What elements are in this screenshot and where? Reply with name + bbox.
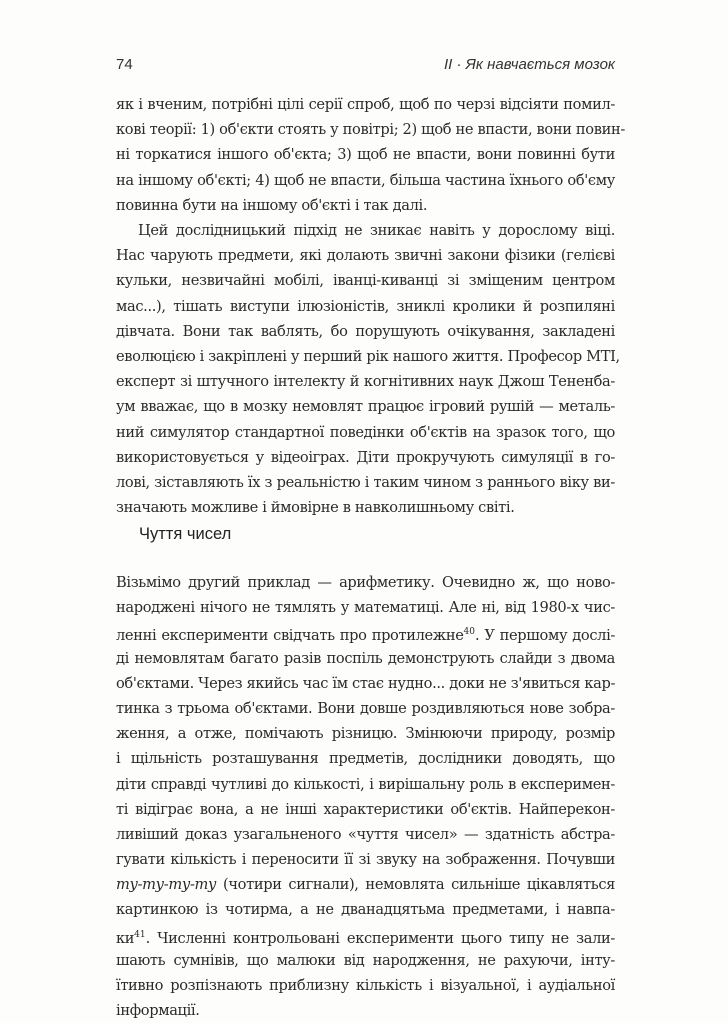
text-line: Цей дослідницький підхід не зникає навіть у дорослому віці. [138,222,615,239]
text-line: ливіший доказ узагальненого «чуття чисел» — здатність абстра- [116,825,615,843]
text-line: Нас чарують предмети, які долають звичні закони фізики (гелієві [116,247,615,265]
text-line: шають сумнівів, що малюки від народження, не рахуючи, інту- [116,951,615,969]
text-line: їтивно розпізнають приблизну кількість і візуальної, і аудіальної [116,977,615,994]
text-line: гувати кількість і переносити її зі звуку на зображення. Почувши [116,851,615,869]
text-line: об'єктами. Через якийсь час їм стає нудно... доки не з'явиться кар- [116,674,616,692]
text-line: кульки, незвичайні мобілі, іванці-киванці зі зміщеним центром [116,272,615,290]
paragraph-research-approach [116,218,620,520]
text-line: мас...), тішать виступи ілюзіоністів, зниклі кролики й розпиляні [116,297,615,315]
italic-sound-text: ту-ту-ту-ту [116,876,217,894]
text-line: картинкою із чотирма, а не дванадцятьма предметами, і навпа- [116,901,615,919]
text-line [116,923,615,948]
text-fragment: . Численні контрольовані експерименти цього типу не зали- [145,929,615,947]
text-line: тинка з трьома об'єктами. Вони довше роздивляються нове зобра- [116,699,615,717]
text-line: значають можливе і ймовірне в навколишньому світі. [116,499,515,517]
text-line: еволюцією і закріплені у перший рік нашого життя. Професор MTI, [116,347,620,365]
text-line: використовується у відеоіграх. Діти прокручують симуляції в го- [116,448,615,466]
text-line: ний симулятор стандартної поведінки об'єктів на зразок того, що [116,423,615,441]
page-number: 74 [116,56,133,73]
text-line: ні торкатися іншого об'єкта; 3) щоб не впасти, вони повинні бути [116,146,615,164]
text-line: народжені нічого не тямлять у математиці. Але ні, від 1980-х чис- [116,599,615,617]
text-line: Візьмімо другий приклад — арифметику. Очевидно ж, що ново- [116,574,615,591]
text-line: діти справді чутливі до кількості, і вирішальну роль в експеримен- [116,775,615,793]
running-head [116,56,615,76]
text-line: лові, зіставляють їх з реальністю і таким чином з раннього віку ви- [116,473,615,491]
text-line: кові теорії: 1) об'єкти стоять у повітрі; 2) щоб не впасти, вони повин- [116,121,625,139]
text-fragment: ки [116,929,135,947]
text-line: дівчата. Вони так ваблять, бо порушують очікування, закладені [116,322,615,340]
text-line: повинна бути на іншому об'єкті і так далі. [116,196,428,214]
text-fragment: . У першому дослі- [475,627,615,645]
text-fragment: ленні експерименти свідчать про протилежне [116,627,464,645]
text-line: експерт зі штучного інтелекту й когнітивних наук Джош Тененба- [116,373,615,391]
text-line [116,620,615,645]
paragraph-continued [116,92,625,218]
text-line: ження, а отже, помічають різницю. Змінюючи природу, розмір [116,725,615,743]
text-line: ум вважає, що в мозку немовлят працює ігровий рушій — металь- [116,398,615,416]
text-line: як і вченим, потрібні цілі серії спроб, щоб по черзі відсіяти помил- [116,96,615,113]
footnote-ref-41[interactable]: 41 [134,929,146,940]
section-heading: Чуття чисел [139,525,232,543]
text-line: і щільність розташування предметів, дослідники доводять, що [116,750,615,768]
text-line [116,872,615,897]
text-line: на іншому об'єкті; 4) щоб не впасти, більша частина їхнього об'єму [116,171,615,189]
text-line: ді немовлятам багато разів поспіль демонструють слайди з двома [116,649,615,667]
footnote-ref-40[interactable]: 40 [463,627,475,638]
text-line: інформації. [116,1002,200,1020]
paragraph-number-sense [116,570,615,1023]
text-line: ті відіграє вона, а не інші характеристики об'єктів. Найперекон- [116,800,615,818]
chapter-title: II · Як навчається мозок [443,56,615,73]
text-fragment: (чотири сигнали), немовлята сильніше цікавляться [216,876,615,894]
